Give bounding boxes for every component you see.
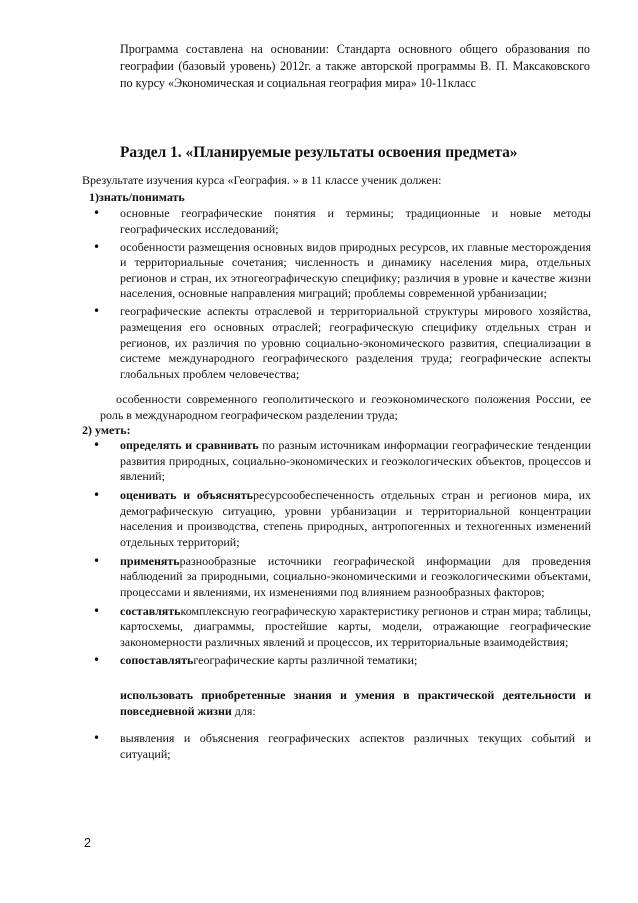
apply-suffix: для: xyxy=(234,704,256,718)
bullet-icon: • xyxy=(93,553,101,568)
list-item xyxy=(0,206,638,237)
list-item xyxy=(0,438,638,485)
bullet-icon: • xyxy=(93,206,101,220)
section-heading: Раздел 1. «Планируемые результаты освоения предмета» xyxy=(120,144,518,161)
skill-term: определять и сравнивать xyxy=(120,438,259,452)
know-heading: 1)знать/понимать xyxy=(89,190,185,204)
know-item-text: особенности размещения основных видов природных ресурсов, их главные месторождения и территориальные сочетания; численность и динамику населения мира, отдельных регионов и стран, их этногеографическую специфику; различия в уровне и качестве жизни населения, основные направления миграций; проблемы современной урбанизации; xyxy=(120,239,591,301)
skill-term: оценивать и объяснять xyxy=(120,487,253,502)
list-item xyxy=(0,653,638,669)
skill-description: географические карты различной тематики; xyxy=(193,653,418,668)
intro-paragraph: Программа составлена на основании: Стандарта основного общего образования по географии (базовый уровень) 2012г. а также авторской программы В. П. Максаковского по курсу «Экономическая и социальная география мира» 10-11класс xyxy=(120,42,590,91)
lead-sentence: Врезультате изучения курса «География. » в 11 классе ученик должен: xyxy=(82,173,442,187)
apply-paragraph xyxy=(120,687,591,719)
know-list xyxy=(0,206,638,385)
list-item xyxy=(0,240,638,302)
skill-description: разнообразные источники географической информации для проведения наблюдений за природными, социально-экономическими и геоэкологическими объектами, процессами и явлениями, их изменениями под влиянием разнообразных факторов; xyxy=(120,553,591,599)
apply-text: использовать приобретенные знания и умения в практической деятельности и повседневной жизни xyxy=(120,688,591,718)
skill-description: ресурсообеспеченность отдельных стран и регионов мира, их демографическую ситуацию, уровни урбанизации и территориальной концентрации населения и производства, степень природных, антропогенных и техногенных изменений отдельных территорий; xyxy=(120,487,591,549)
use-list xyxy=(0,731,638,762)
bullet-icon: • xyxy=(93,653,101,668)
use-item-text: выявления и объяснения географических аспектов различных текущих событий и ситуаций; xyxy=(120,731,591,761)
know-item-text: основные географические понятия и термины; традиционные и новые методы географических исследований; xyxy=(120,206,591,236)
skill-term: применять xyxy=(120,553,180,568)
can-list xyxy=(0,438,638,672)
bullet-icon: • xyxy=(93,603,101,618)
skill-term: составлять xyxy=(120,603,181,618)
know-extra-paragraph: особенности современного геополитического и геоэкономического положения России, ее роль в международном географическом разделении труда; xyxy=(100,392,591,422)
list-item xyxy=(0,604,638,651)
skill-description: по разным источникам информации географические тенденции развития природных, социально-экономических и геоэкологических объектов, процессов и явлений; xyxy=(120,438,592,484)
bullet-icon: • xyxy=(93,731,101,745)
list-item xyxy=(0,554,638,601)
bullet-icon: • xyxy=(93,487,101,502)
list-item xyxy=(0,304,638,382)
page-number: 2 xyxy=(84,836,91,850)
can-heading: 2) уметь: xyxy=(82,423,131,437)
list-item xyxy=(0,731,638,762)
list-item xyxy=(0,488,638,550)
bullet-icon: • xyxy=(93,239,101,254)
skill-term: сопоставлять xyxy=(120,653,194,668)
know-item-text: географические аспекты отраслевой и территориальной структуры мирового хозяйства, размещения его основных отраслей; географическую специфику отдельных стран и регионов, их различия по уровню социально-экономического развития, специализации в системе международного географического разделения труда; географические аспекты глобальных проблем человечества; xyxy=(120,304,591,381)
skill-description: комплексную географическую характеристику регионов и стран мира; таблицы, картосхемы, диаграммы, простейшие карты, модели, отражающие географические закономерности различных явлений и процессов, их территориальные взаимодействия; xyxy=(120,603,591,649)
bullet-icon: • xyxy=(93,304,101,319)
bullet-icon: • xyxy=(93,438,101,452)
